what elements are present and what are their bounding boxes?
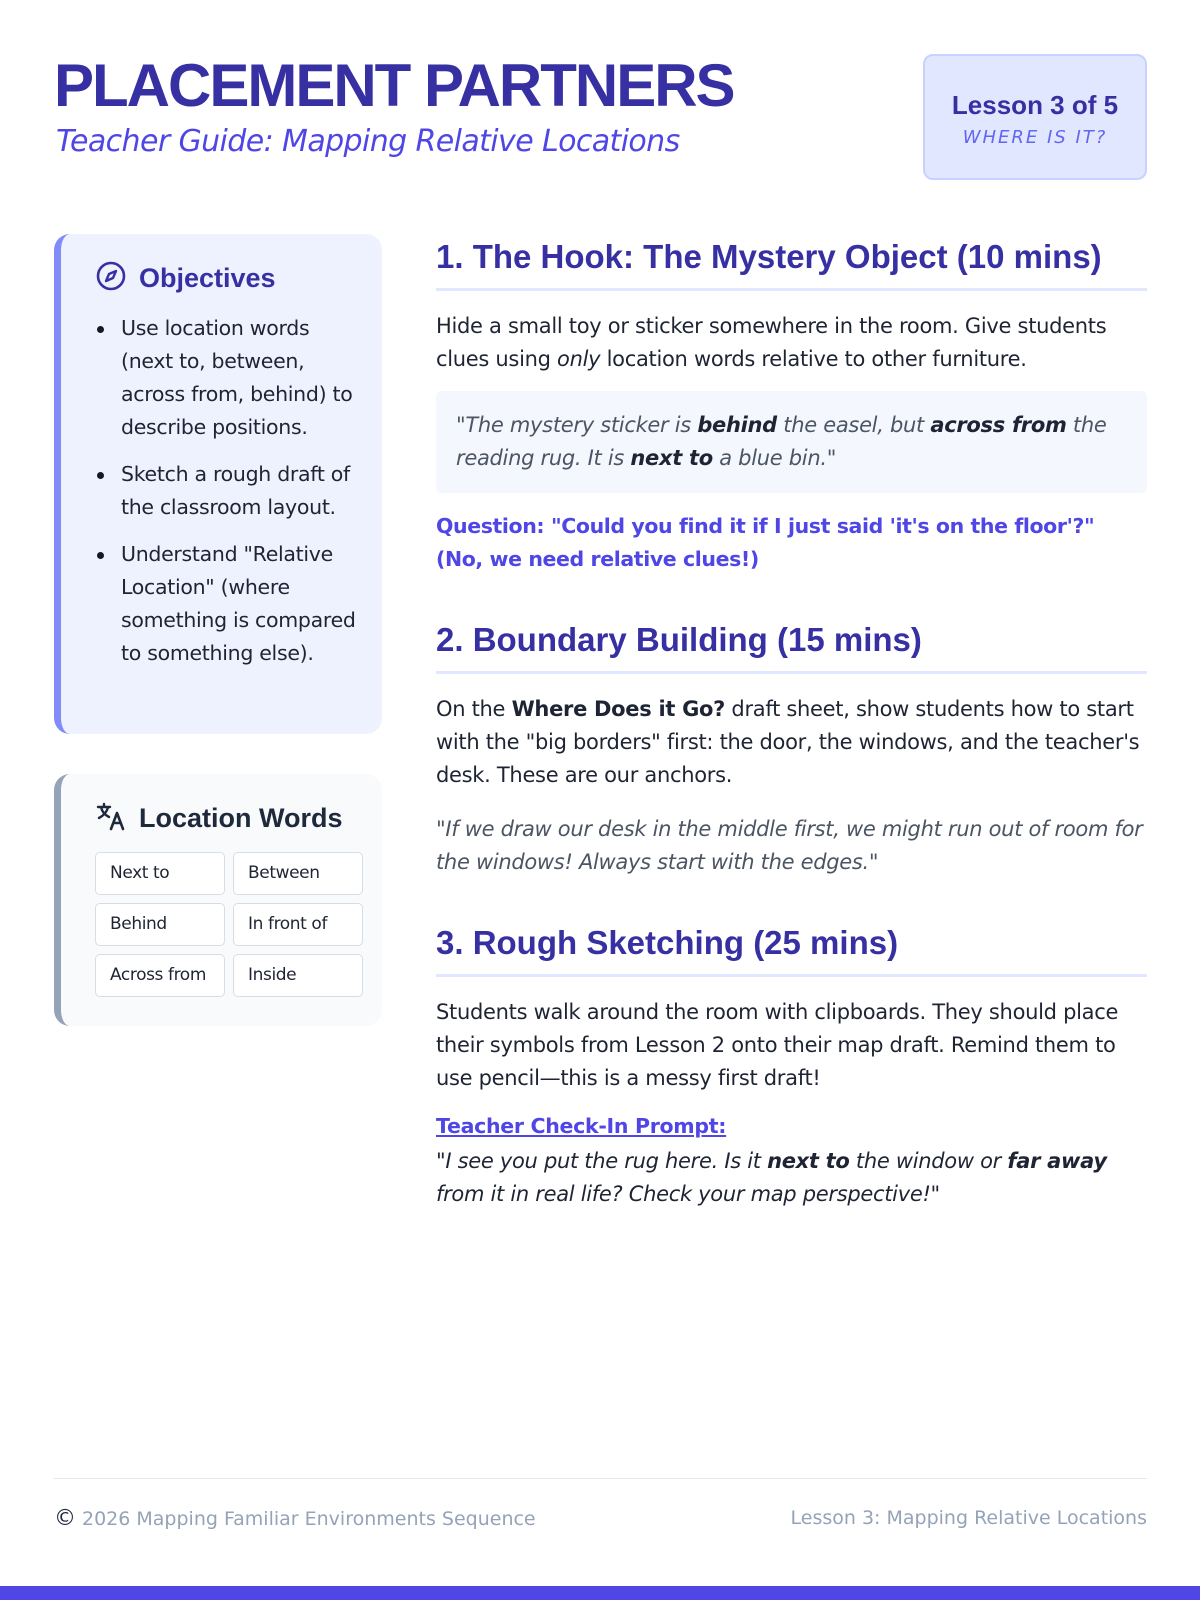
section-1-question: Question: "Could you find it if I just said 'it's on the floor'?" (No, we need relative clues!) <box>436 514 1095 571</box>
bottom-accent-bar <box>0 1586 1200 1600</box>
section-3-body: Students walk around the room with clipboards. They should place their symbols from Lesson 2 onto their map draft. Remind them to use pencil—this is a messy first draft! <box>436 1000 1119 1090</box>
section-2-title: 2. Boundary Building (15 mins) <box>436 621 1147 674</box>
location-words-card <box>54 774 382 1026</box>
footer-copyright <box>54 1506 536 1531</box>
teacher-check-in-prompt: "I see you put the rug here. Is it next to the window or far away from it in real life? Check your map perspective!" <box>436 1149 1107 1206</box>
lesson-badge <box>923 54 1147 180</box>
section-2-body: On the Where Does it Go? draft sheet, show students how to start with the "big borders" first: the door, the windows, and the teacher's desk. These are our anchors. <box>436 697 1140 787</box>
location-words-header <box>95 800 356 836</box>
footer-left-text: 2026 Mapping Familiar Environments Sequence <box>82 1507 536 1530</box>
location-word-grid <box>95 852 356 997</box>
footer-divider <box>54 1478 1147 1479</box>
section-1-title: 1. The Hook: The Mystery Object (10 mins) <box>436 238 1147 291</box>
objectives-title: Objectives <box>139 262 276 293</box>
section-2-tip: "If we draw our desk in the middle first, we might run out of room for the windows! Always start with the edges." <box>436 817 1143 874</box>
objectives-card <box>54 234 382 734</box>
section-1-body: Hide a small toy or sticker somewhere in the room. Give students clues using only location words relative to other furniture. <box>436 314 1107 371</box>
objective-item: Use location words (next to, between, across from, behind) to describe positions. <box>95 312 356 444</box>
location-word-chip: Between <box>233 852 363 895</box>
footer-lesson-label: Lesson 3: Mapping Relative Locations <box>790 1507 1147 1529</box>
mystery-clue-quote: "The mystery sticker is behind the easel, but across from the reading rug. It is next to a blue bin." <box>436 391 1147 493</box>
brand-title: PLACEMENT PARTNERS <box>54 52 734 119</box>
compass-icon <box>95 260 127 296</box>
location-word-chip: In front of <box>233 903 363 946</box>
location-words-title: Location Words <box>139 802 343 833</box>
teacher-guide-page <box>54 0 1147 1600</box>
lesson-number: Lesson 3 of 5 <box>951 90 1119 120</box>
teacher-check-in-label: Teacher Check-In Prompt: <box>436 1114 727 1138</box>
objectives-list <box>95 312 356 670</box>
lesson-tag: WHERE IS IT? <box>962 127 1108 148</box>
translate-icon <box>95 800 127 836</box>
copyright-icon: © <box>54 1506 76 1531</box>
location-word-chip: Next to <box>95 852 225 895</box>
objective-item: Understand "Relative Location" (where something is compared to something else). <box>95 538 356 670</box>
section-3-title: 3. Rough Sketching (25 mins) <box>436 924 1147 977</box>
objective-item: Sketch a rough draft of the classroom layout. <box>95 458 356 524</box>
location-word-chip: Behind <box>95 903 225 946</box>
guide-subtitle: Teacher Guide: Mapping Relative Locations <box>56 124 680 159</box>
location-word-chip: Inside <box>233 954 363 997</box>
objectives-header <box>95 260 356 296</box>
location-word-chip: Across from <box>95 954 225 997</box>
